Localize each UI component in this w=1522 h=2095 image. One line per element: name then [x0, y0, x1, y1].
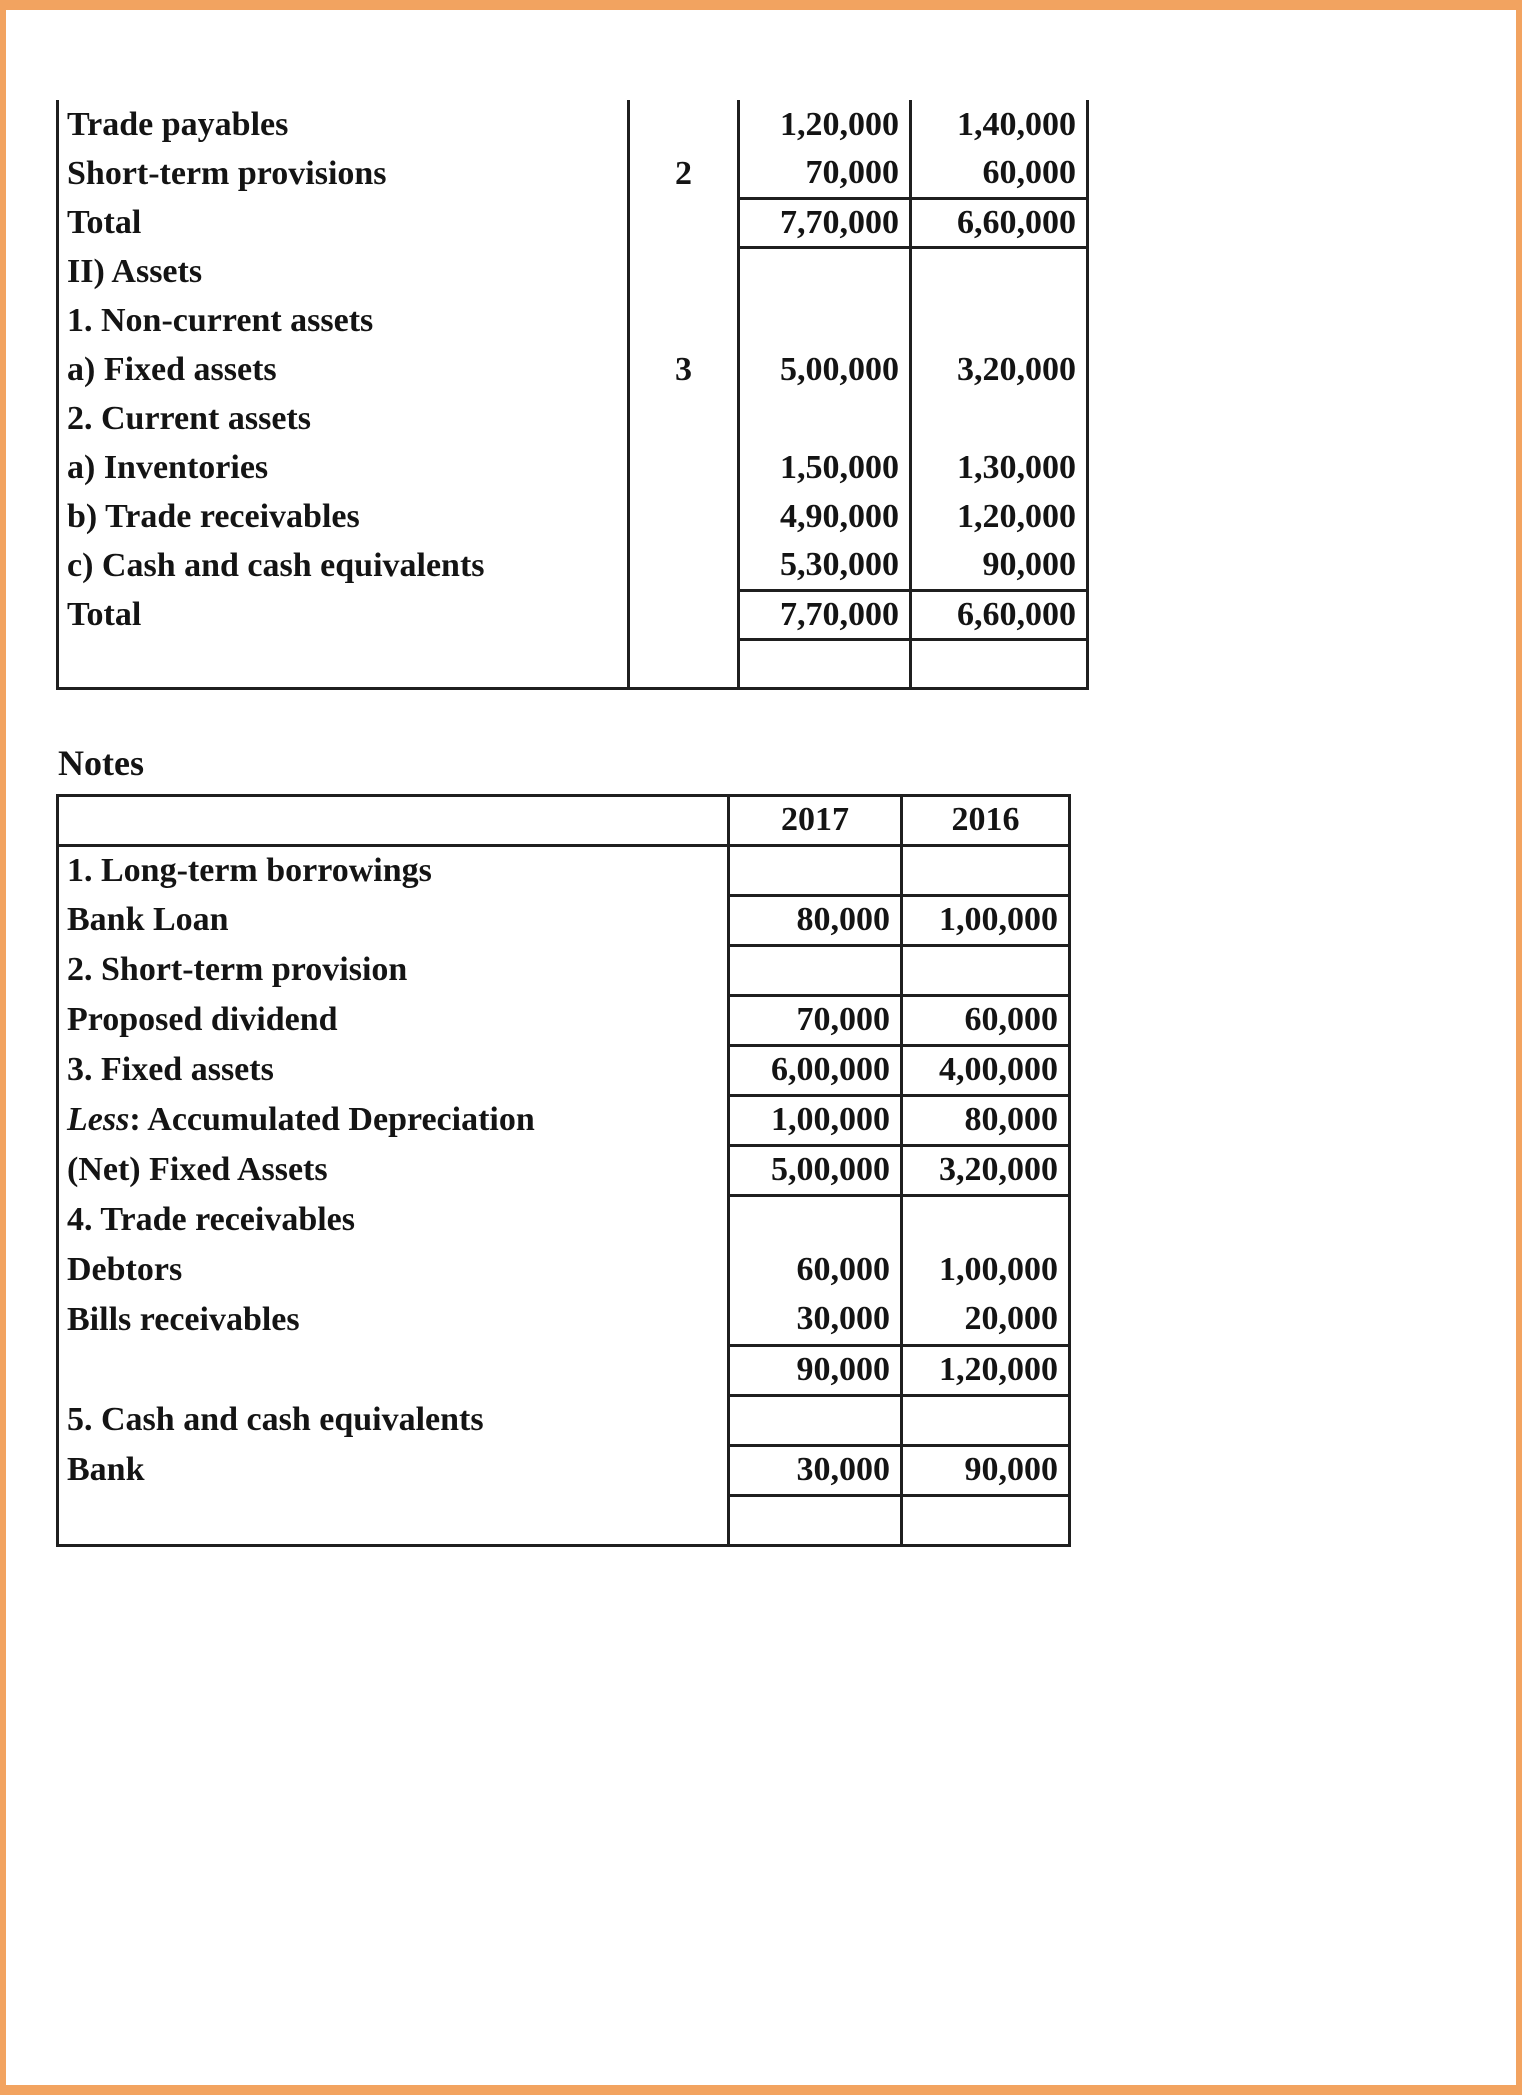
particulars-cell: II) Assets	[67, 252, 203, 290]
table-row	[58, 1145, 1070, 1195]
table-row	[58, 492, 1088, 541]
particulars-cell: Debtors	[67, 1251, 183, 1288]
note-no-cell	[629, 639, 739, 688]
amount-2016-cell	[911, 247, 1088, 296]
amount-2017-cell: 6,00,000	[729, 1045, 902, 1095]
notes-header-row	[58, 795, 1070, 845]
particulars-cell: a) Fixed assets	[67, 350, 277, 388]
particulars-cell: b) Trade receivables	[67, 497, 360, 535]
particulars-label-rest: : Accumulated Depreciation	[129, 1101, 535, 1138]
amount-2016-cell: 1,20,000	[911, 492, 1088, 541]
table-row	[58, 945, 1070, 995]
particulars-cell: 2. Short-term provision	[67, 951, 408, 988]
amount-2017-cell: 1,50,000	[739, 443, 911, 492]
particulars-cell: 5. Cash and cash equivalents	[67, 1401, 484, 1438]
amount-2016-cell: 4,00,000	[902, 1045, 1070, 1095]
amount-2016-cell: 3,20,000	[911, 345, 1088, 394]
amount-2017-cell: 30,000	[729, 1295, 902, 1345]
particulars-cell: 4. Trade receivables	[67, 1201, 356, 1238]
amount-2016-cell: 1,30,000	[911, 443, 1088, 492]
amount-2017-cell: 7,70,000	[739, 198, 911, 247]
table-row	[58, 1195, 1070, 1245]
particulars-cell: Bills receivables	[67, 1301, 300, 1338]
amount-2017-cell: 4,90,000	[739, 492, 911, 541]
less-italic-label: Less	[67, 1101, 130, 1138]
table-row	[58, 394, 1088, 443]
amount-2016-cell	[902, 1195, 1070, 1245]
particulars-cell: Proposed dividend	[67, 1001, 338, 1038]
notes-table	[56, 794, 1071, 1547]
amount-2017-cell: 90,000	[729, 1345, 902, 1395]
particulars-cell: 3. Fixed assets	[67, 1051, 274, 1088]
particulars-cell: 1. Non-current assets	[67, 301, 374, 339]
note-no-cell	[629, 590, 739, 639]
amount-2016-cell	[911, 639, 1088, 688]
table-row	[58, 995, 1070, 1045]
particulars-cell: Trade payables	[67, 105, 289, 143]
amount-2016-cell: 6,60,000	[911, 590, 1088, 639]
table-row	[58, 1395, 1070, 1445]
amount-2017-cell: 80,000	[729, 895, 902, 945]
amount-2016-cell	[911, 296, 1088, 345]
amount-2016-cell: 60,000	[902, 995, 1070, 1045]
amount-2016-cell: 90,000	[902, 1445, 1070, 1495]
table-row	[58, 149, 1088, 198]
note-no-cell	[629, 100, 739, 149]
amount-2016-cell: 20,000	[902, 1295, 1070, 1345]
table-row	[58, 296, 1088, 345]
amount-2016-cell: 1,20,000	[902, 1345, 1070, 1395]
amount-2016-cell: 80,000	[902, 1095, 1070, 1145]
amount-2016-cell: 60,000	[911, 149, 1088, 198]
particulars-cell: Total	[67, 203, 142, 241]
table-row	[58, 100, 1088, 149]
table-row	[58, 443, 1088, 492]
table-row	[58, 895, 1070, 945]
amount-2017-cell	[729, 1395, 902, 1445]
particulars-cell: c) Cash and cash equivalents	[67, 546, 485, 584]
amount-2017-cell: 1,20,000	[739, 100, 911, 149]
table-row	[58, 1445, 1070, 1495]
table-row	[58, 1045, 1070, 1095]
table-row	[58, 345, 1088, 394]
table-row	[58, 1295, 1070, 1345]
particulars-cell	[58, 1345, 729, 1395]
amount-2017-cell: 60,000	[729, 1245, 902, 1295]
table-row	[58, 1245, 1070, 1295]
note-no-cell	[629, 198, 739, 247]
table-row	[58, 845, 1070, 895]
amount-2017-cell	[729, 1195, 902, 1245]
note-no-cell	[629, 492, 739, 541]
particulars-cell: Bank	[67, 1451, 145, 1488]
amount-2016-cell: 3,20,000	[902, 1145, 1070, 1195]
amount-2017-cell	[729, 1495, 902, 1545]
table-row	[58, 247, 1088, 296]
amount-2016-cell: 90,000	[911, 541, 1088, 590]
balance-sheet-table	[56, 100, 1089, 690]
amount-2016-cell	[902, 945, 1070, 995]
table-row	[58, 1095, 1070, 1145]
notes-heading: Notes	[58, 742, 144, 783]
amount-2017-cell: 70,000	[729, 995, 902, 1045]
amount-2017-cell	[739, 639, 911, 688]
amount-2017-cell: 30,000	[729, 1445, 902, 1495]
particulars-cell: (Net) Fixed Assets	[67, 1151, 328, 1188]
particulars-cell: Total	[67, 595, 142, 633]
particulars-cell: Short-term provisions	[67, 154, 387, 192]
amount-2017-cell	[739, 394, 911, 443]
note-no-cell: 2	[629, 149, 739, 198]
particulars-cell	[58, 639, 629, 688]
note-no-cell	[629, 394, 739, 443]
year-2017-header: 2017	[729, 795, 902, 845]
particulars-cell: a) Inventories	[67, 448, 269, 486]
amount-2016-cell: 1,00,000	[902, 895, 1070, 945]
table-row	[58, 198, 1088, 247]
amount-2017-cell: 7,70,000	[739, 590, 911, 639]
amount-2016-cell: 6,60,000	[911, 198, 1088, 247]
table-row	[58, 1495, 1070, 1545]
table-row	[58, 1345, 1070, 1395]
year-2016-header: 2016	[902, 795, 1070, 845]
amount-2016-cell	[902, 845, 1070, 895]
amount-2017-cell	[739, 247, 911, 296]
particulars-header-cell	[58, 795, 729, 845]
note-no-cell: 3	[629, 345, 739, 394]
amount-2017-cell: 5,00,000	[739, 345, 911, 394]
amount-2016-cell	[911, 394, 1088, 443]
amount-2017-cell: 1,00,000	[729, 1095, 902, 1145]
note-no-cell	[629, 296, 739, 345]
table-row	[58, 590, 1088, 639]
amount-2016-cell	[902, 1395, 1070, 1445]
table-row	[58, 639, 1088, 688]
amount-2017-cell	[729, 845, 902, 895]
particulars-cell: 1. Long-term borrowings	[67, 851, 432, 889]
amount-2016-cell: 1,00,000	[902, 1245, 1070, 1295]
particulars-cell	[58, 1095, 729, 1145]
particulars-cell	[58, 1495, 729, 1545]
amount-2017-cell: 5,00,000	[729, 1145, 902, 1195]
particulars-cell: 2. Current assets	[67, 399, 311, 437]
amount-2017-cell	[739, 296, 911, 345]
amount-2017-cell: 5,30,000	[739, 541, 911, 590]
note-no-cell	[629, 541, 739, 590]
amount-2016-cell	[902, 1495, 1070, 1545]
particulars-cell: Bank Loan	[67, 901, 229, 938]
table-row	[58, 541, 1088, 590]
note-no-cell	[629, 247, 739, 296]
amount-2017-cell	[729, 945, 902, 995]
note-no-cell	[629, 443, 739, 492]
amount-2016-cell: 1,40,000	[911, 100, 1088, 149]
amount-2017-cell: 70,000	[739, 149, 911, 198]
